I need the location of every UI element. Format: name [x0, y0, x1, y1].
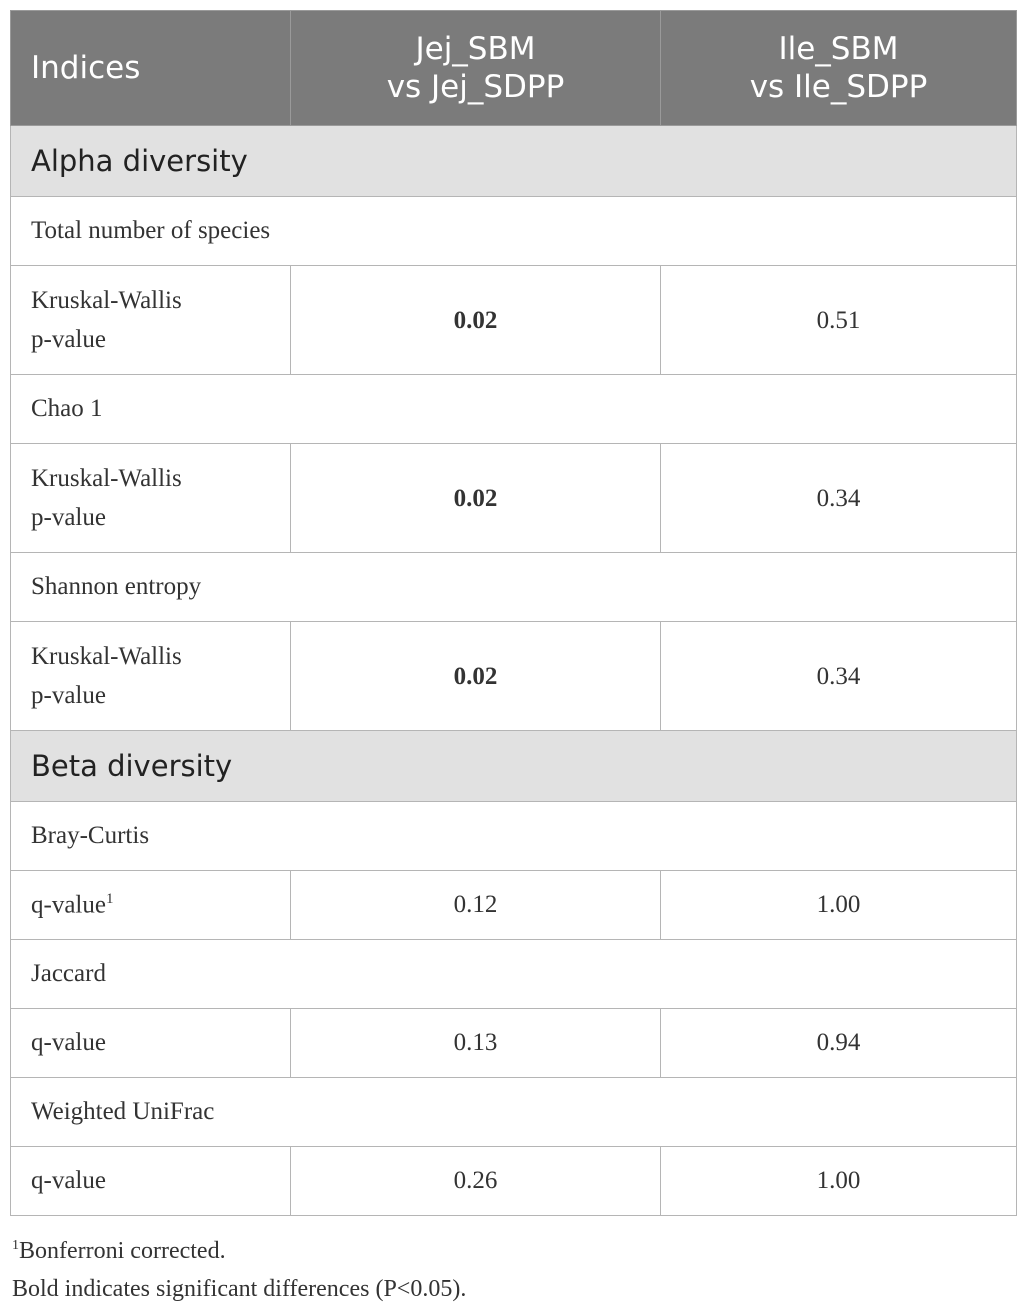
jej-value: 0.13 [291, 1009, 661, 1078]
index-label: Chao 1 [11, 375, 1017, 444]
test-label: q-value [11, 1009, 291, 1078]
table-row [11, 1009, 1017, 1078]
ile-value: 1.00 [661, 871, 1017, 940]
table-header-row [11, 11, 1017, 126]
test-label: Kruskal-Wallis p-value [11, 266, 291, 375]
jej-value: 0.02 [291, 622, 661, 731]
footnote-bold: Bold indicates significant differences (P<0.05). [12, 1276, 467, 1302]
index-label-row [11, 802, 1017, 871]
table-footnotes [12, 1227, 466, 1308]
ile-value: 0.94 [661, 1009, 1017, 1078]
table-row [11, 871, 1017, 940]
index-label-row [11, 375, 1017, 444]
jej-value: 0.02 [291, 444, 661, 553]
jej-value: 0.12 [291, 871, 661, 940]
index-label-row [11, 553, 1017, 622]
footnote-bonferroni: $^1$Bonferroni corrected. [12, 1238, 226, 1264]
header-ileum-comparison: Ile_SBM vs Ile_SDPP [661, 11, 1017, 126]
section-row-alpha [11, 126, 1017, 197]
ile-value: 0.34 [661, 444, 1017, 553]
jej-value: 0.26 [291, 1147, 661, 1216]
section-title: Alpha diversity [11, 126, 1017, 197]
table-row [11, 266, 1017, 375]
index-label: Shannon entropy [11, 553, 1017, 622]
index-label: Jaccard [11, 940, 1017, 1009]
index-label-row [11, 197, 1017, 266]
section-row-beta [11, 731, 1017, 802]
table-row [11, 444, 1017, 553]
ile-value: 1.00 [661, 1147, 1017, 1216]
table-row [11, 622, 1017, 731]
test-label: q-value [11, 1147, 291, 1216]
test-label: Kruskal-Wallis p-value [11, 622, 291, 731]
index-label-row [11, 940, 1017, 1009]
jej-value: 0.02 [291, 266, 661, 375]
test-label: q-value$^1$ [11, 871, 291, 940]
test-label: Kruskal-Wallis p-value [11, 444, 291, 553]
ile-value: 0.34 [661, 622, 1017, 731]
table-row [11, 1147, 1017, 1216]
section-title: Beta diversity [11, 731, 1017, 802]
diversity-table [10, 10, 1017, 1216]
index-label: Weighted UniFrac [11, 1078, 1017, 1147]
index-label-row [11, 1078, 1017, 1147]
ile-value: 0.51 [661, 266, 1017, 375]
header-indices: Indices [11, 11, 291, 126]
header-jejunum-comparison: Jej_SBM vs Jej_SDPP [291, 11, 661, 126]
index-label: Bray-Curtis [11, 802, 1017, 871]
footnote-marker: 1 [105, 890, 114, 907]
index-label: Total number of species [11, 197, 1017, 266]
